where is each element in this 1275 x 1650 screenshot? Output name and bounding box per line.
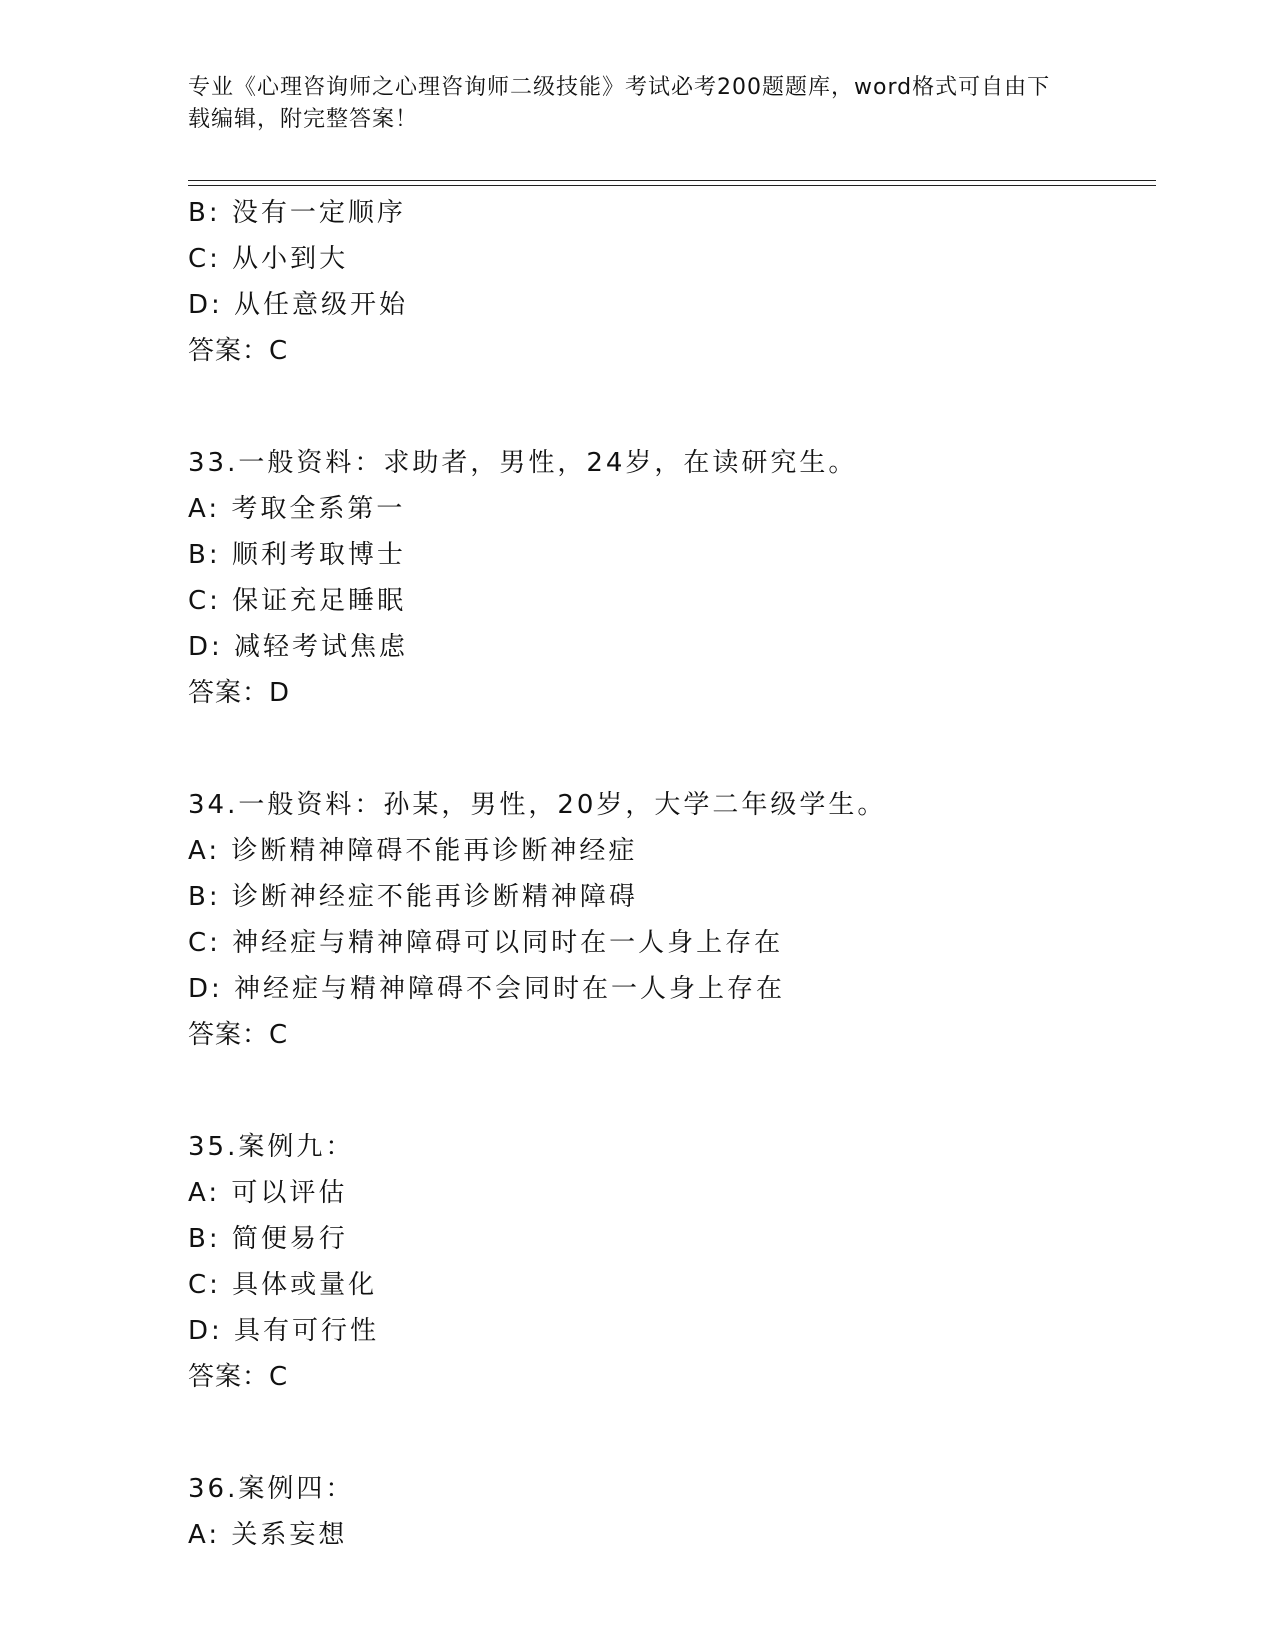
option-a: A: 诊断精神障碍不能再诊断神经症 <box>188 836 638 866</box>
option-c: C: 保证充足睡眠 <box>188 586 407 616</box>
question-stem: 33.一般资料：求助者，男性，24岁，在读研究生。 <box>188 448 858 478</box>
question-block-34 <box>188 782 1156 1058</box>
option-c: C: 从小到大 <box>188 244 349 274</box>
question-list <box>188 190 1156 1558</box>
option-b: B: 没有一定顺序 <box>188 198 406 228</box>
question-stem: 36.案例四： <box>188 1474 355 1504</box>
answer-line: 答案：C <box>188 336 289 366</box>
answer-line: 答案：C <box>188 1362 289 1392</box>
question-stem: 34.一般资料：孙某，男性，20岁，大学二年级学生。 <box>188 790 887 820</box>
option-b: B: 诊断神经症不能再诊断精神障碍 <box>188 882 638 912</box>
header-divider-bottom <box>188 185 1156 186</box>
option-a: A: 关系妄想 <box>188 1520 348 1550</box>
option-d: D: 减轻考试焦虑 <box>188 632 409 662</box>
option-d: D: 神经症与精神障碍不会同时在一人身上存在 <box>188 974 786 1004</box>
option-c: C: 具体或量化 <box>188 1270 378 1300</box>
option-b: B: 顺利考取博士 <box>188 540 406 570</box>
option-a: A: 考取全系第一 <box>188 494 406 524</box>
option-d: D: 具有可行性 <box>188 1316 380 1346</box>
answer-line: 答案：D <box>188 678 291 708</box>
question-block-36 <box>188 1466 1156 1558</box>
question-block-33 <box>188 440 1156 716</box>
question-stem: 35.案例九： <box>188 1132 355 1162</box>
option-a: A: 可以评估 <box>188 1178 348 1208</box>
document-header: 专业《心理咨询师之心理咨询师二级技能》考试必考200题题库，word格式可自由下载编辑，附完整答案！ <box>188 75 1051 132</box>
question-block-35 <box>188 1124 1156 1400</box>
option-d: D: 从任意级开始 <box>188 290 409 320</box>
header-divider-top <box>188 180 1156 181</box>
option-b: B: 简便易行 <box>188 1224 348 1254</box>
question-block-32-carryover <box>188 190 1156 374</box>
option-c: C: 神经症与精神障碍可以同时在一人身上存在 <box>188 928 784 958</box>
answer-line: 答案：C <box>188 1020 289 1050</box>
